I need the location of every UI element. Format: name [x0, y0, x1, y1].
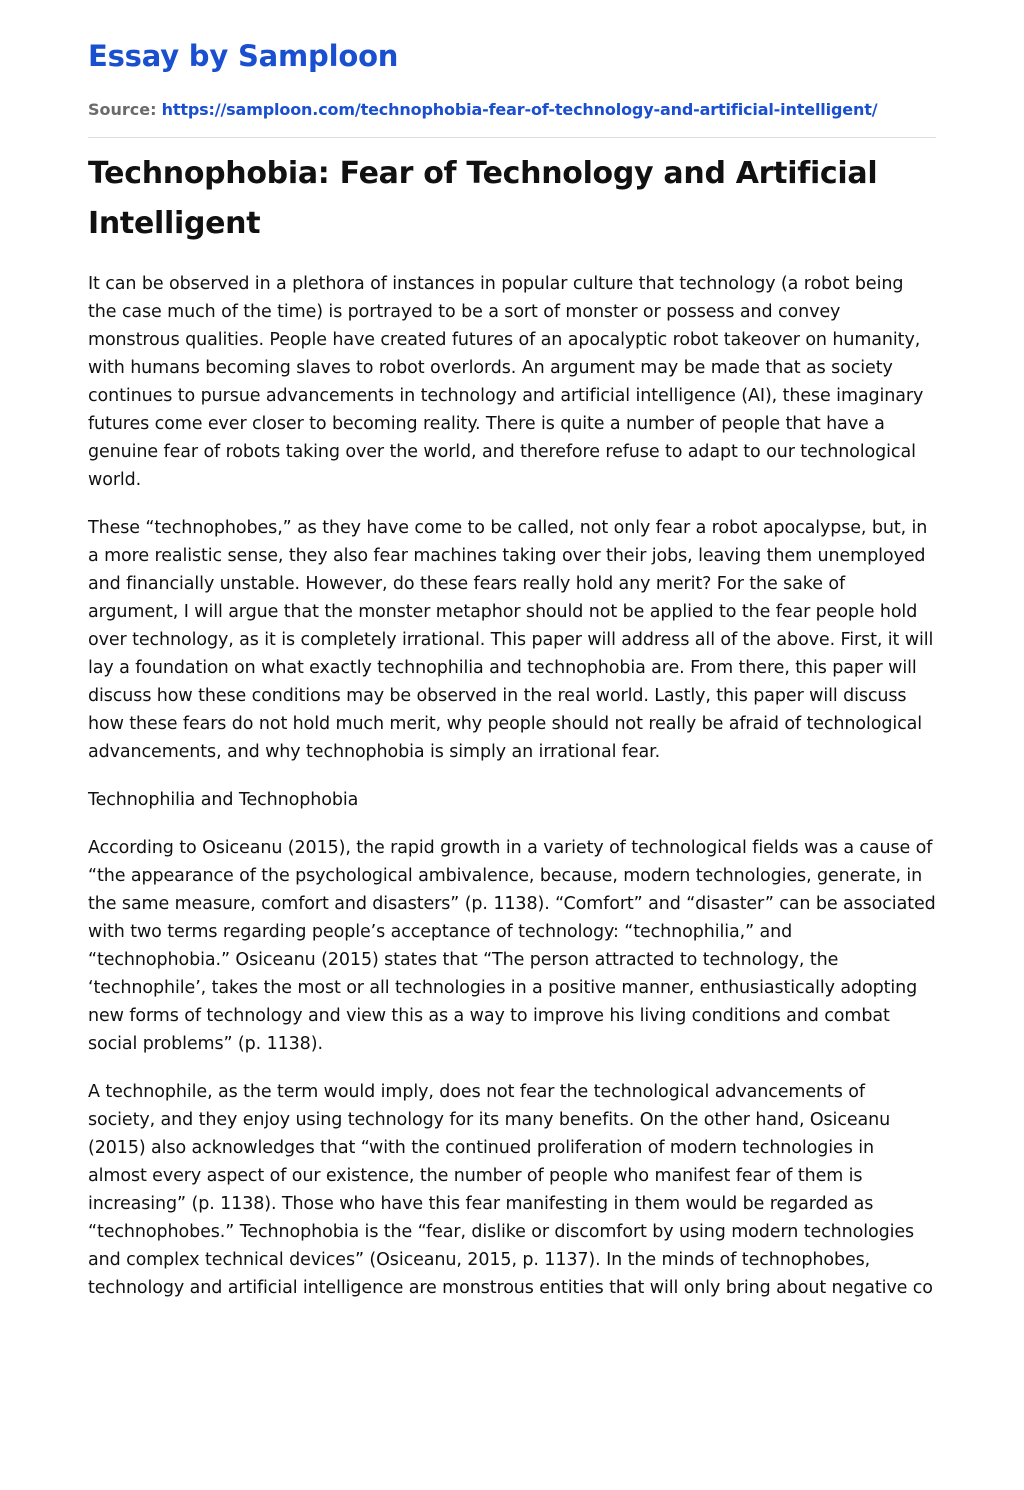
paragraph-2: These “technophobes,” as they have come to be called, not only fear a robot apocalypse, but, in a more realistic sense, they also fear machines taking over their jobs, leaving them unemployed and financially unstable. However, do these fears really hold any merit? For the sake of argument, I will argue that the monster metaphor should not be applied to the fear people hold over technology, as it is completely irrational. This paper will address all of the above. First, it will lay a foundation on what exactly technophilia and technophobia are. From there, this paper will discuss how these conditions may be observed in the real world. Lastly, this paper will discuss how these fears do not hold much merit, why people should not really be afraid of technological advancements, and why technophobia is simply an irrational fear. [88, 518, 934, 762]
site-brand[interactable]: Essay by Samploon [88, 39, 399, 73]
article-body [88, 270, 936, 1302]
essay-page [88, 0, 936, 1322]
paragraph-4: A technophile, as the term would imply, does not fear the technological advancements of society, and they enjoy using technology for its many benefits. On the other hand, Osiceanu (2015) also acknowledges that “with the continued proliferation of modern technologies in almost every aspect of our existence, the number of people who manifest fear of them is increasing” (p. 1138). Those who have this fear manifesting in them would be regarded as “technophobes.” Technophobia is the “fear, dislike or discomfort by using modern technologies and complex technical devices” (Osiceanu, 2015, p. 1137). In the minds of technophobes, technology and artificial intelligence are monstrous entities that will only bring about negative co [88, 1082, 933, 1298]
paragraph-3: According to Osiceanu (2015), the rapid growth in a variety of technological fields was a cause of “the appearance of the psychological ambivalence, because, modern technologies, generate, in the same measure, comfort and disasters” (p. 1138). “Comfort” and “disaster” can be associated with two terms regarding people’s acceptance of technology: “technophilia,” and “technophobia.” Osiceanu (2015) states that “The person attracted to technology, the ‘technophile’, takes the most or all technologies in a positive manner, enthusiastically adopting new forms of technology and view this as a way to improve his living conditions and combat social problems” (p. 1138). [88, 838, 936, 1054]
paragraph-1: It can be observed in a plethora of instances in popular culture that technology (a robot being the case much of the time) is portrayed to be a sort of monster or possess and convey monstrous qualities. People have created futures of an apocalyptic robot takeover on humanity, with humans becoming slaves to robot overlords. An argument may be made that as society continues to pursue advancements in technology and artificial intelligence (AI), these imaginary futures come ever closer to becoming reality. There is quite a number of people that have a genuine fear of robots taking over the world, and therefore refuse to adapt to our technological world. [88, 274, 924, 490]
section-heading: Technophilia and Technophobia [88, 790, 359, 810]
header-divider [88, 137, 936, 138]
source-line [88, 99, 936, 121]
source-label: Source: [88, 100, 157, 119]
article-title: Technophobia: Fear of Technology and Artificial Intelligent [88, 156, 878, 241]
source-link[interactable]: https://samploon.com/technophobia-fear-of-technology-and-artificial-intelligent/ [161, 100, 878, 119]
